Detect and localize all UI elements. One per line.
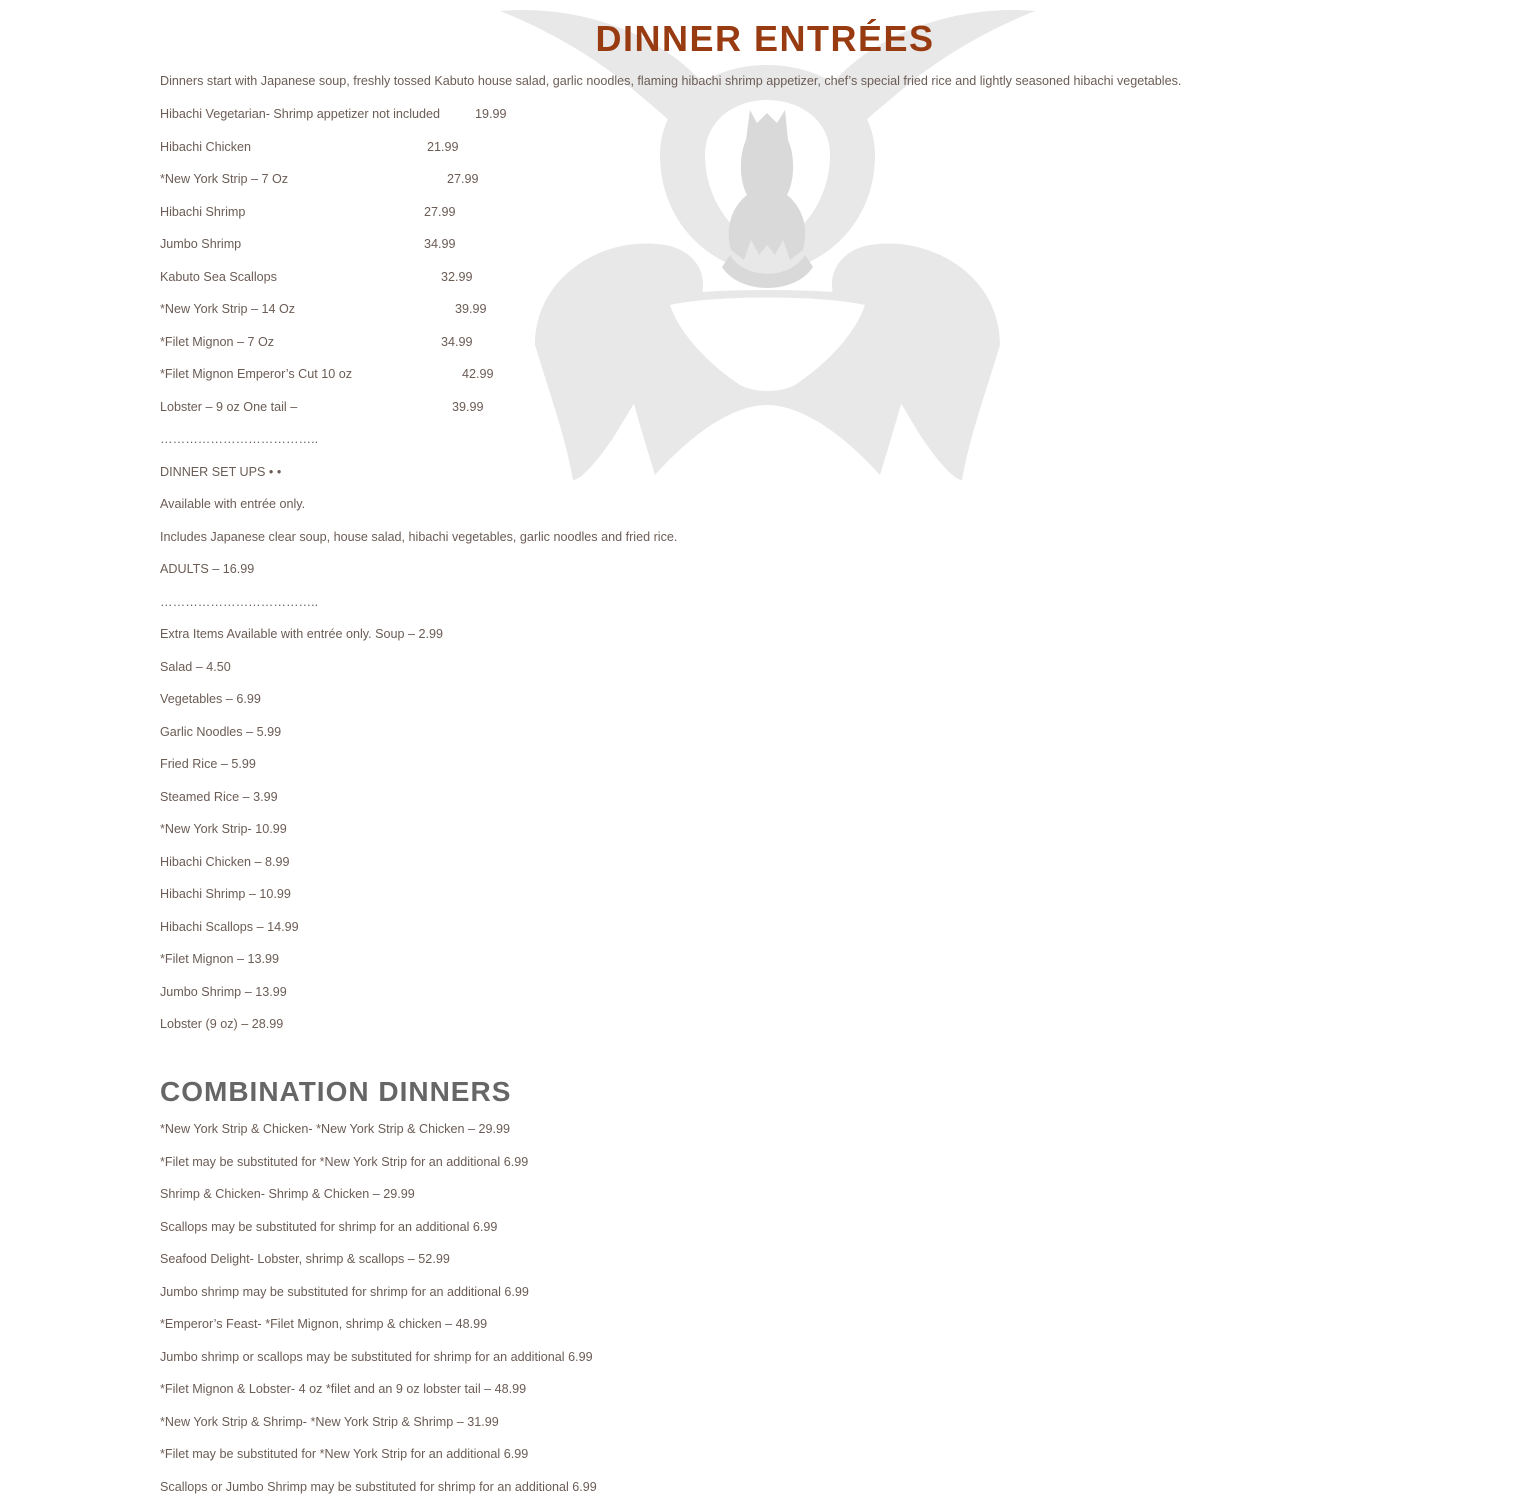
entree-item [160, 365, 860, 398]
extra-item: *New York Strip- 10.99 [160, 820, 860, 853]
combo-line: *Filet may be substituted for *New York Strip for an additional 6.99 [160, 1153, 960, 1186]
entree-name: Hibachi Vegetarian- Shrimp appetizer not included [160, 107, 440, 121]
entree-price: 32.99 [441, 268, 473, 286]
combo-line: *Filet Mignon & Lobster- 4 oz *filet and an 9 oz lobster tail – 48.99 [160, 1380, 960, 1413]
entree-price: 39.99 [452, 398, 484, 416]
extra-item: Hibachi Shrimp – 10.99 [160, 885, 860, 918]
combo-line: Shrimp & Chicken- Shrimp & Chicken – 29.99 [160, 1185, 960, 1218]
entree-name: Hibachi Shrimp [160, 205, 245, 219]
combo-line: Jumbo shrimp may be substituted for shrimp for an additional 6.99 [160, 1283, 960, 1316]
combo-line: Scallops may be substituted for shrimp for an additional 6.99 [160, 1218, 960, 1251]
setups-includes: Includes Japanese clear soup, house salad, hibachi vegetables, garlic noodles and fried rice. [160, 528, 860, 561]
divider-dots: ……………………………….. [160, 430, 860, 463]
entree-item [160, 235, 860, 268]
extra-item: Jumbo Shrimp – 13.99 [160, 983, 860, 1016]
entree-price: 21.99 [427, 138, 459, 156]
entree-item [160, 203, 860, 236]
combo-line: *Filet may be substituted for *New York Strip for an additional 6.99 [160, 1445, 960, 1478]
divider-dots: ……………………………….. [160, 593, 860, 626]
dinner-intro: Dinners start with Japanese soup, freshly tossed Kabuto house salad, garlic noodles, flaming hibachi shrimp appetizer, chef’s special fried rice and lightly seasoned hibachi vegetables. [160, 72, 1181, 90]
entree-price: 34.99 [424, 235, 456, 253]
combo-line: Jumbo shrimp or scallops may be substituted for shrimp for an additional 6.99 [160, 1348, 960, 1381]
extra-item: Fried Rice – 5.99 [160, 755, 860, 788]
entree-item [160, 300, 860, 333]
entree-price: 27.99 [424, 203, 456, 221]
entree-name: Kabuto Sea Scallops [160, 270, 277, 284]
extra-item: Hibachi Scallops – 14.99 [160, 918, 860, 951]
entree-price: 39.99 [455, 300, 487, 318]
combination-list [160, 1120, 960, 1510]
entree-name: *Filet Mignon – 7 Oz [160, 335, 274, 349]
dinner-entree-list [160, 105, 860, 1048]
entree-name: Lobster – 9 oz One tail – [160, 400, 297, 414]
combo-line: *New York Strip & Shrimp- *New York Strip & Shrimp – 31.99 [160, 1413, 960, 1446]
entree-item [160, 333, 860, 366]
entree-name: *New York Strip – 14 Oz [160, 302, 295, 316]
extra-item: Garlic Noodles – 5.99 [160, 723, 860, 756]
combo-line: *Emperor’s Feast- *Filet Mignon, shrimp & chicken – 48.99 [160, 1315, 960, 1348]
entree-name: *New York Strip – 7 Oz [160, 172, 288, 186]
entree-item [160, 170, 860, 203]
entree-price: 27.99 [447, 170, 479, 188]
entree-price: 42.99 [462, 365, 494, 383]
entree-name: Jumbo Shrimp [160, 237, 241, 251]
extra-item: *Filet Mignon – 13.99 [160, 950, 860, 983]
combo-line: *New York Strip & Chicken- *New York Strip & Chicken – 29.99 [160, 1120, 960, 1153]
extra-item: Steamed Rice – 3.99 [160, 788, 860, 821]
setups-available: Available with entrée only. [160, 495, 860, 528]
extra-item: Hibachi Chicken – 8.99 [160, 853, 860, 886]
extra-item: Extra Items Available with entrée only. Soup – 2.99 [160, 625, 860, 658]
combo-line: Scallops or Jumbo Shrimp may be substituted for shrimp for an additional 6.99 [160, 1478, 960, 1510]
entree-price: 34.99 [441, 333, 473, 351]
entree-item [160, 398, 860, 431]
page-title: DINNER ENTRÉES [0, 18, 1530, 60]
extra-item: Salad – 4.50 [160, 658, 860, 691]
entree-price: 19.99 [475, 105, 507, 123]
entree-item [160, 268, 860, 301]
entree-name: Hibachi Chicken [160, 140, 251, 154]
extra-item: Lobster (9 oz) – 28.99 [160, 1015, 860, 1048]
entree-item [160, 138, 860, 171]
combo-line: Seafood Delight- Lobster, shrimp & scallops – 52.99 [160, 1250, 960, 1283]
setups-heading: DINNER SET UPS • • [160, 463, 860, 496]
combination-dinners-heading: COMBINATION DINNERS [160, 1073, 511, 1111]
entree-item [160, 105, 860, 138]
entree-name: *Filet Mignon Emperor’s Cut 10 oz [160, 367, 352, 381]
adults-price: ADULTS – 16.99 [160, 560, 860, 593]
extra-item: Vegetables – 6.99 [160, 690, 860, 723]
